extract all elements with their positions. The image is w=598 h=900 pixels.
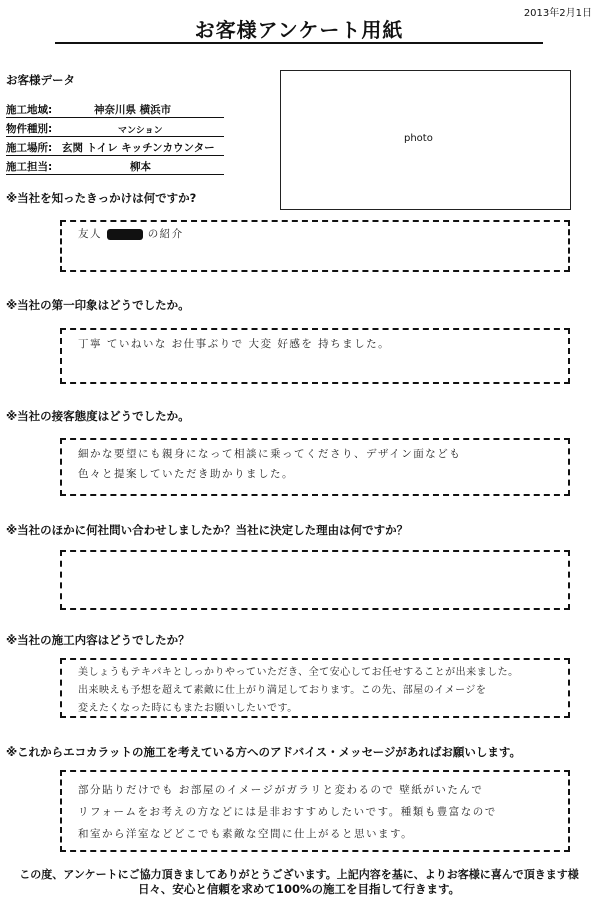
- info-label-staff: 施工担当:: [6, 161, 53, 173]
- answer-box-2: [60, 328, 570, 384]
- answer-6-line-3: 和室から洋室などどこでも素敵な空間に仕上がると思います。: [78, 828, 414, 840]
- info-value-staff: 柳本: [130, 161, 151, 173]
- customer-data-heading: お客様データ: [6, 73, 75, 87]
- answer-6-line-2: リフォームをお考えの方などには是非おすすめしたいです。種類も豊富なので: [78, 806, 497, 818]
- survey-date: 2013年2月1日: [523, 8, 592, 19]
- footer-line-2: 日々、安心と信頼を求めて100%の施工を目指して行きます。: [137, 882, 461, 896]
- question-3: ※当社の接客態度はどうでしたか。: [6, 409, 190, 423]
- question-4: ※当社のほかに何社問い合わせしましたか？当社に決定した理由は何ですか？: [6, 523, 409, 537]
- answer-box-1: [60, 220, 570, 272]
- info-row-location: [6, 139, 224, 156]
- answer-box-4: [60, 550, 570, 610]
- answer-1-text-a: 友人: [78, 228, 102, 240]
- answer-3-line-1: 細かな要望にも親身になって相談に乗ってくださり、デザイン面なども: [78, 448, 462, 460]
- answer-1-line-1: [78, 226, 184, 241]
- page-title: お客様アンケート用紙: [194, 18, 404, 42]
- info-row-property-type: [6, 120, 224, 137]
- footer-message: [0, 867, 598, 897]
- info-label-area: 施工地域:: [6, 104, 53, 116]
- info-label-location: 施工場所:: [6, 142, 53, 154]
- photo-label: photo: [404, 133, 433, 144]
- question-5: ※当社の施工内容はどうでしたか？: [6, 633, 190, 647]
- question-6: ※これからエコカラットの施工を考えている方へのアドバイス・メッセージがあればお願いします。: [6, 745, 521, 759]
- redaction-mark: [107, 229, 143, 240]
- info-value-area: 神奈川県 横浜市: [94, 104, 172, 116]
- answer-5-line-2: 出来映えも予想を超えて素敵に仕上がり満足しております。この先、部屋のイメージを: [78, 685, 487, 696]
- question-1: ※当社を知ったきっかけは何ですか?: [6, 191, 197, 205]
- question-2: ※当社の第一印象はどうでしたか。: [6, 298, 190, 312]
- answer-5-line-3: 変えたくなった時にもまたお願いしたいです。: [78, 703, 298, 714]
- info-label-property-type: 物件種別:: [6, 123, 53, 135]
- info-value-property-type: マンション: [118, 126, 163, 136]
- answer-box-5: [60, 658, 570, 718]
- info-value-location: 玄関 トイレ キッチンカウンター: [62, 142, 215, 154]
- answer-6-line-1: 部分貼りだけでも お部屋のイメージがガラリと変わるので 壁紙がいたんで: [78, 784, 484, 796]
- answer-box-3: [60, 438, 570, 496]
- footer-line-1: この度、アンケートにご協力頂きましてありがとうございます。上記内容を基に、よりお客様に喜んで頂きます様: [19, 868, 579, 881]
- photo-placeholder: [280, 70, 571, 210]
- answer-2-line-1: 丁寧 ていねいな お仕事ぶりで 大変 好感を 持ちました。: [78, 338, 391, 350]
- answer-5-line-1: 美しょうもテキパキとしっかりやっていただき、全て安心してお任せすることが出来ました。: [78, 667, 519, 678]
- info-row-staff: [6, 158, 224, 175]
- answer-1-text-b: の紹介: [147, 228, 184, 240]
- answer-box-6: [60, 770, 570, 852]
- title-underline: [55, 42, 543, 44]
- answer-3-line-2: 色々と提案していただき助かりました。: [78, 468, 294, 480]
- info-row-area: [6, 101, 224, 118]
